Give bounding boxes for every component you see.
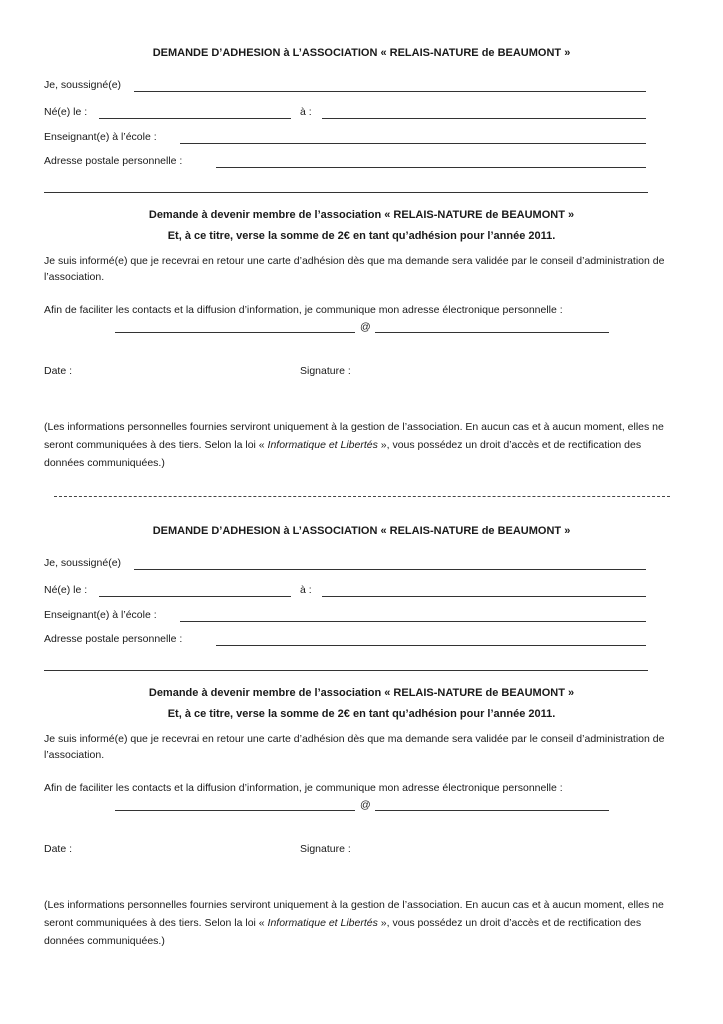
- school-label: Enseignant(e) à l’école :: [44, 609, 157, 621]
- address-field[interactable]: [216, 645, 646, 646]
- request-line-2: Et, à ce titre, verse la somme de 2€ en tant qu’adhésion pour l’année 2011.: [167, 708, 556, 720]
- address-field-line-2[interactable]: [44, 192, 648, 193]
- address-label: Adresse postale personnelle :: [44, 155, 183, 167]
- soussigne-label: Je, soussigné(e): [44, 79, 122, 91]
- birthplace-field[interactable]: [322, 118, 646, 119]
- school-field[interactable]: [180, 143, 646, 144]
- birthplace-field[interactable]: [322, 596, 646, 597]
- membership-form-2: [0, 478, 723, 958]
- birthdate-label: Né(e) le :: [44, 584, 88, 596]
- signature-label: Signature :: [300, 843, 351, 855]
- request-line-1: Demande à devenir membre de l’association « RELAIS-NATURE de BEAUMONT »: [148, 209, 575, 221]
- info-text: Je suis informé(e) que je recevrai en retour une carte d’adhésion dès que ma demande sera validée par le conseil d’administration de l’association.: [44, 733, 665, 761]
- date-label: Date :: [44, 365, 73, 377]
- school-label: Enseignant(e) à l’école :: [44, 131, 157, 143]
- email-text: Afin de faciliter les contacts et la diffusion d’information, je communique mon adresse électronique personnelle :: [44, 304, 563, 316]
- school-field[interactable]: [180, 621, 646, 622]
- membership-form-1: [0, 0, 723, 480]
- email-local-field[interactable]: [115, 810, 355, 811]
- privacy-text-a: (Les informations personnelles fournies serviront uniquement à la gestion de l’association. En aucun cas et à aucun moment, elles ne seront communiquées à des tiers. Selon la loi «: [44, 899, 664, 929]
- privacy-notice: [44, 896, 684, 950]
- date-label: Date :: [44, 843, 73, 855]
- email-domain-field[interactable]: [375, 332, 609, 333]
- email-text: Afin de faciliter les contacts et la diffusion d’information, je communique mon adresse électronique personnelle :: [44, 782, 563, 794]
- privacy-text-b: », vous possédez un droit d’accès et de rectification des données communiquées.): [44, 917, 642, 947]
- at-sign: @: [360, 321, 371, 333]
- soussigne-field[interactable]: [134, 91, 646, 92]
- soussigne-label: Je, soussigné(e): [44, 557, 122, 569]
- request-line-1: Demande à devenir membre de l’association « RELAIS-NATURE de BEAUMONT »: [148, 687, 575, 699]
- address-field[interactable]: [216, 167, 646, 168]
- email-local-field[interactable]: [115, 332, 355, 333]
- address-label: Adresse postale personnelle :: [44, 633, 183, 645]
- request-line-2: Et, à ce titre, verse la somme de 2€ en tant qu’adhésion pour l’année 2011.: [167, 230, 556, 242]
- birthplace-label: à :: [300, 106, 312, 118]
- signature-label: Signature :: [300, 365, 351, 377]
- privacy-notice: [44, 418, 684, 472]
- soussigne-field[interactable]: [134, 569, 646, 570]
- at-sign: @: [360, 799, 371, 811]
- birthdate-label: Né(e) le :: [44, 106, 88, 118]
- form-title: DEMANDE D’ADHESION à L’ASSOCIATION « RELAIS-NATURE de BEAUMONT »: [152, 47, 571, 59]
- privacy-law-name: Informatique et Libertés: [267, 917, 378, 929]
- privacy-text-b: », vous possédez un droit d’accès et de rectification des données communiquées.): [44, 439, 642, 469]
- privacy-law-name: Informatique et Libertés: [267, 439, 378, 451]
- birthplace-label: à :: [300, 584, 312, 596]
- email-domain-field[interactable]: [375, 810, 609, 811]
- info-text: Je suis informé(e) que je recevrai en retour une carte d’adhésion dès que ma demande sera validée par le conseil d’administration de l’association.: [44, 255, 665, 283]
- address-field-line-2[interactable]: [44, 670, 648, 671]
- form-title: DEMANDE D’ADHESION à L’ASSOCIATION « RELAIS-NATURE de BEAUMONT »: [152, 525, 571, 537]
- privacy-text-a: (Les informations personnelles fournies serviront uniquement à la gestion de l’association. En aucun cas et à aucun moment, elles ne seront communiquées à des tiers. Selon la loi «: [44, 421, 664, 451]
- birthdate-field[interactable]: [99, 596, 291, 597]
- birthdate-field[interactable]: [99, 118, 291, 119]
